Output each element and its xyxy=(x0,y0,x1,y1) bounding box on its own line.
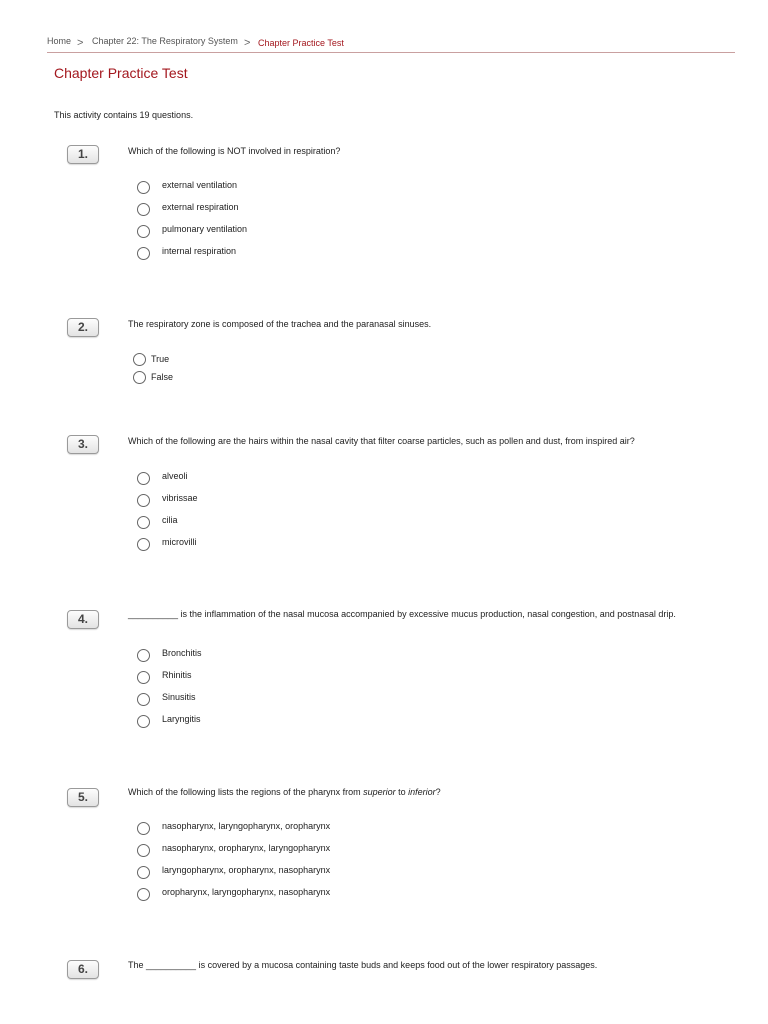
breadcrumb-separator-icon: > xyxy=(244,37,251,49)
question-number-badge: 6. xyxy=(67,960,99,979)
answer-label: False xyxy=(151,372,174,382)
activity-intro: This activity contains 19 questions. xyxy=(54,110,194,120)
radio-button[interactable] xyxy=(137,671,150,684)
breadcrumb-home-link[interactable]: Home xyxy=(47,36,72,46)
breadcrumb xyxy=(47,34,735,53)
answer-label: pulmonary ventilation xyxy=(162,224,248,234)
answer-label: microvilli xyxy=(162,537,197,547)
answer-label: nasopharynx, oropharynx, laryngopharynx xyxy=(162,843,331,853)
prompt-text: ? xyxy=(435,787,441,797)
breadcrumb-chapter-link[interactable]: Chapter 22: The Respiratory System xyxy=(92,36,238,46)
radio-button[interactable] xyxy=(137,538,150,551)
question-prompt: __________ is the inflammation of the nasal mucosa accompanied by excessive mucus production, nasal congestion, and postnasal drip. xyxy=(128,609,676,619)
radio-button[interactable] xyxy=(137,649,150,662)
radio-button[interactable] xyxy=(137,844,150,857)
answer-label: external respiration xyxy=(162,202,239,212)
radio-button[interactable] xyxy=(137,888,150,901)
radio-button[interactable] xyxy=(137,203,150,216)
answer-label: oropharynx, laryngopharynx, nasopharynx xyxy=(162,887,331,897)
radio-button[interactable] xyxy=(137,822,150,835)
answer-label: nasopharynx, laryngopharynx, oropharynx xyxy=(162,821,331,831)
answer-label: cilia xyxy=(162,515,178,525)
prompt-emphasis: inferior xyxy=(408,787,436,797)
radio-button[interactable] xyxy=(137,472,150,485)
question-number-badge: 1. xyxy=(67,145,99,164)
answer-label: Rhinitis xyxy=(162,670,192,680)
breadcrumb-current: Chapter Practice Test xyxy=(258,38,344,48)
radio-button[interactable] xyxy=(133,353,146,366)
answer-label: laryngopharynx, oropharynx, nasopharynx xyxy=(162,865,331,875)
radio-button[interactable] xyxy=(137,494,150,507)
question-prompt: The respiratory zone is composed of the trachea and the paranasal sinuses. xyxy=(128,319,432,329)
question-prompt: Which of the following is NOT involved in respiration? xyxy=(128,146,341,156)
question-prompt: The __________ is covered by a mucosa containing taste buds and keeps food out of the lower respiratory passages. xyxy=(128,960,598,970)
answer-label: vibrissae xyxy=(162,493,198,503)
answer-label: Sinusitis xyxy=(162,692,196,702)
radio-button[interactable] xyxy=(133,371,146,384)
answer-label: Laryngitis xyxy=(162,714,201,724)
answer-label: internal respiration xyxy=(162,246,237,256)
prompt-emphasis: superior xyxy=(363,787,396,797)
question-number-badge: 2. xyxy=(67,318,99,337)
radio-button[interactable] xyxy=(137,715,150,728)
radio-button[interactable] xyxy=(137,225,150,238)
breadcrumb-separator-icon: > xyxy=(77,37,84,49)
answer-label: external ventilation xyxy=(162,180,238,190)
radio-button[interactable] xyxy=(137,866,150,879)
answer-label: Bronchitis xyxy=(162,648,202,658)
radio-button[interactable] xyxy=(137,247,150,260)
question-prompt xyxy=(128,786,713,799)
question-number-badge: 5. xyxy=(67,788,99,807)
question-prompt: Which of the following are the hairs within the nasal cavity that filter coarse particles, such as pollen and dust, from inspired air? xyxy=(128,436,635,446)
answer-label: True xyxy=(151,354,170,364)
answer-label: alveoli xyxy=(162,471,188,481)
page-title: Chapter Practice Test xyxy=(54,65,188,81)
question-number-badge: 4. xyxy=(67,610,99,629)
prompt-text: Which of the following lists the regions of the pharynx from xyxy=(128,787,364,797)
question-number-badge: 3. xyxy=(67,435,99,454)
prompt-text: to xyxy=(395,787,409,797)
radio-button[interactable] xyxy=(137,181,150,194)
radio-button[interactable] xyxy=(137,693,150,706)
radio-button[interactable] xyxy=(137,516,150,529)
